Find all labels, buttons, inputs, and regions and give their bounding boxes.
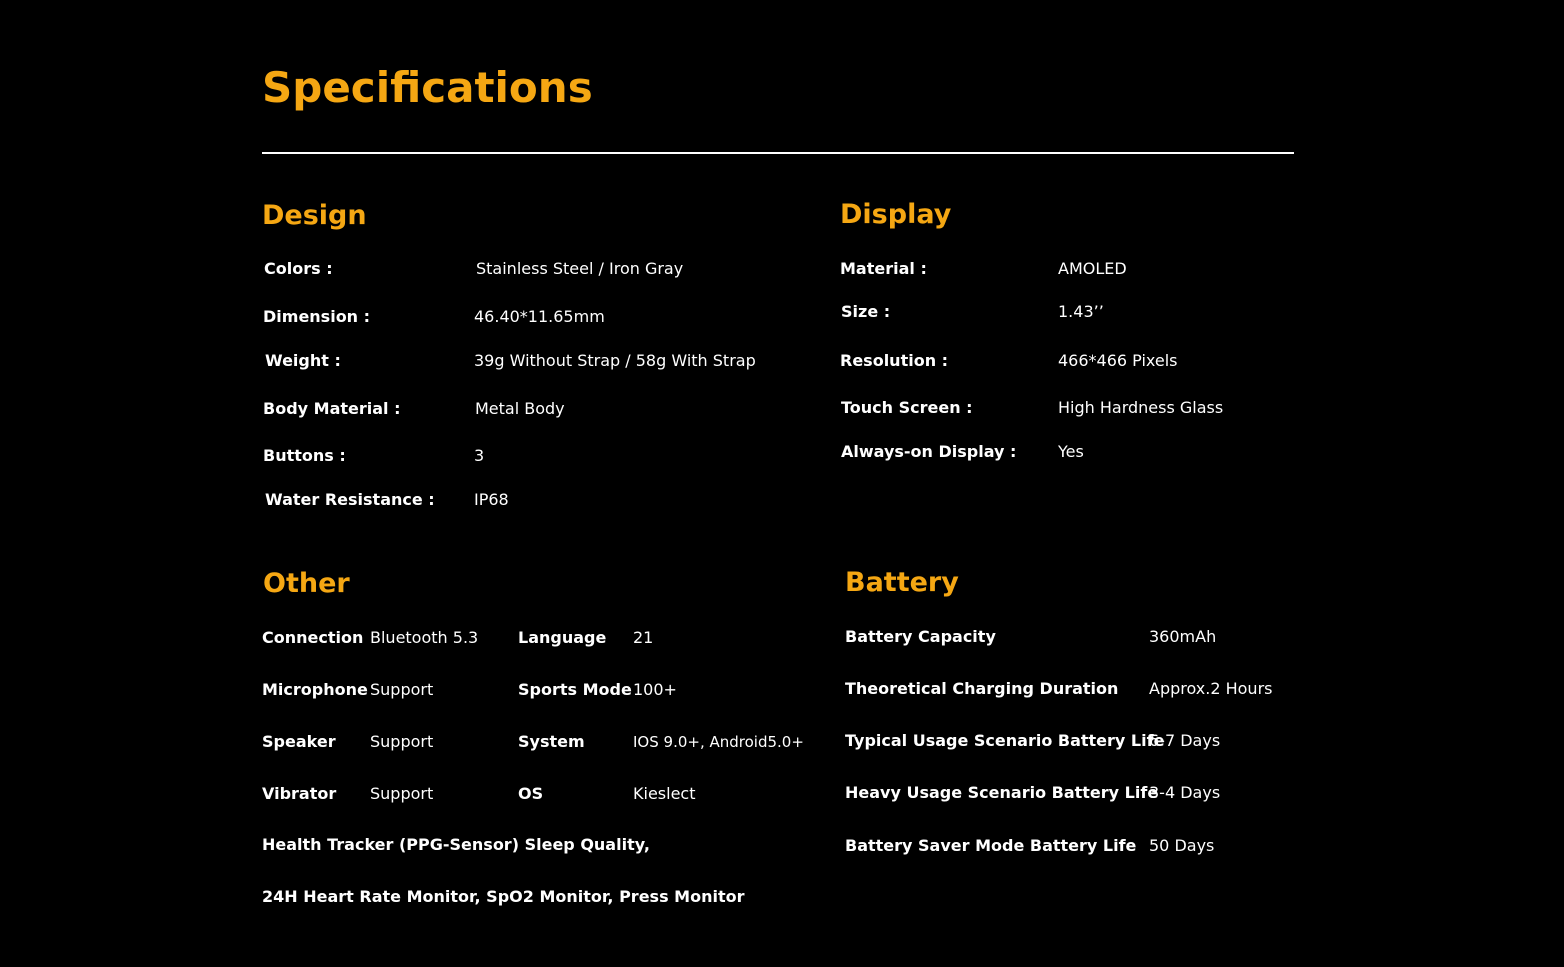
other-system-label: System bbox=[518, 732, 585, 751]
battery-saver-mode-label: Battery Saver Mode Battery Life bbox=[845, 836, 1137, 855]
other-speaker-value: Support bbox=[370, 732, 434, 751]
page-title: Specifications bbox=[262, 63, 593, 112]
other-microphone-label: Microphone bbox=[262, 680, 368, 699]
design-dimension-value: 46.40*11.65mm bbox=[474, 307, 605, 326]
other-microphone-value: Support bbox=[370, 680, 434, 699]
design-colors-value: Stainless Steel / Iron Gray bbox=[476, 259, 684, 278]
display-touch-screen-label: Touch Screen : bbox=[841, 398, 973, 417]
battery-heavy-usage-label: Heavy Usage Scenario Battery Life bbox=[845, 783, 1159, 802]
display-material-value: AMOLED bbox=[1058, 259, 1127, 278]
battery-typical-usage-label: Typical Usage Scenario Battery Life bbox=[845, 731, 1165, 750]
display-always-on-value: Yes bbox=[1058, 442, 1084, 461]
other-os-value: Kieslect bbox=[633, 784, 696, 803]
other-language-value: 21 bbox=[633, 628, 654, 647]
display-material-label: Material : bbox=[840, 259, 927, 278]
design-weight-label: Weight : bbox=[265, 351, 341, 370]
design-colors-label: Colors : bbox=[264, 259, 333, 278]
display-resolution-value: 466*466 Pixels bbox=[1058, 351, 1178, 370]
other-os-label: OS bbox=[518, 784, 544, 803]
other-connection-value: Bluetooth 5.3 bbox=[370, 628, 479, 647]
other-health-tracker-line-2: 24H Heart Rate Monitor, SpO2 Monitor, Press Monitor bbox=[262, 887, 745, 906]
other-language-label: Language bbox=[518, 628, 607, 647]
design-buttons-label: Buttons : bbox=[263, 446, 346, 465]
battery-heading: Battery bbox=[845, 567, 959, 598]
display-size-label: Size : bbox=[841, 302, 891, 321]
battery-heavy-usage-value: 3-4 Days bbox=[1149, 783, 1221, 802]
battery-capacity-value: 360mAh bbox=[1149, 627, 1217, 646]
other-heading: Other bbox=[263, 568, 350, 599]
battery-saver-mode-value: 50 Days bbox=[1149, 836, 1215, 855]
display-always-on-label: Always-on Display : bbox=[841, 442, 1017, 461]
battery-typical-usage-value: 6-7 Days bbox=[1149, 731, 1221, 750]
battery-charging-duration-value: Approx.2 Hours bbox=[1149, 679, 1273, 698]
other-system-value: IOS 9.0+, Android5.0+ bbox=[633, 733, 804, 751]
design-heading: Design bbox=[262, 200, 367, 231]
display-resolution-label: Resolution : bbox=[840, 351, 949, 370]
other-health-tracker-line-1: Health Tracker (PPG-Sensor) Sleep Quality, bbox=[262, 835, 650, 854]
design-dimension-label: Dimension : bbox=[263, 307, 371, 326]
design-body-material-label: Body Material : bbox=[263, 399, 401, 418]
display-heading: Display bbox=[840, 199, 952, 230]
display-touch-screen-value: High Hardness Glass bbox=[1058, 398, 1224, 417]
other-sports-mode-value: 100+ bbox=[633, 680, 677, 699]
battery-charging-duration-label: Theoretical Charging Duration bbox=[845, 679, 1119, 698]
other-vibrator-label: Vibrator bbox=[262, 784, 337, 803]
design-weight-value: 39g Without Strap / 58g With Strap bbox=[474, 351, 756, 370]
battery-capacity-label: Battery Capacity bbox=[845, 627, 996, 646]
other-vibrator-value: Support bbox=[370, 784, 434, 803]
other-connection-label: Connection bbox=[262, 628, 364, 647]
design-body-material-value: Metal Body bbox=[475, 399, 565, 418]
design-buttons-value: 3 bbox=[474, 446, 485, 465]
design-water-resistance-value: IP68 bbox=[474, 490, 509, 509]
title-divider bbox=[262, 152, 1294, 154]
other-sports-mode-label: Sports Mode bbox=[518, 680, 632, 699]
design-water-resistance-label: Water Resistance : bbox=[265, 490, 435, 509]
other-speaker-label: Speaker bbox=[262, 732, 336, 751]
display-size-value: 1.43’’ bbox=[1058, 302, 1104, 321]
